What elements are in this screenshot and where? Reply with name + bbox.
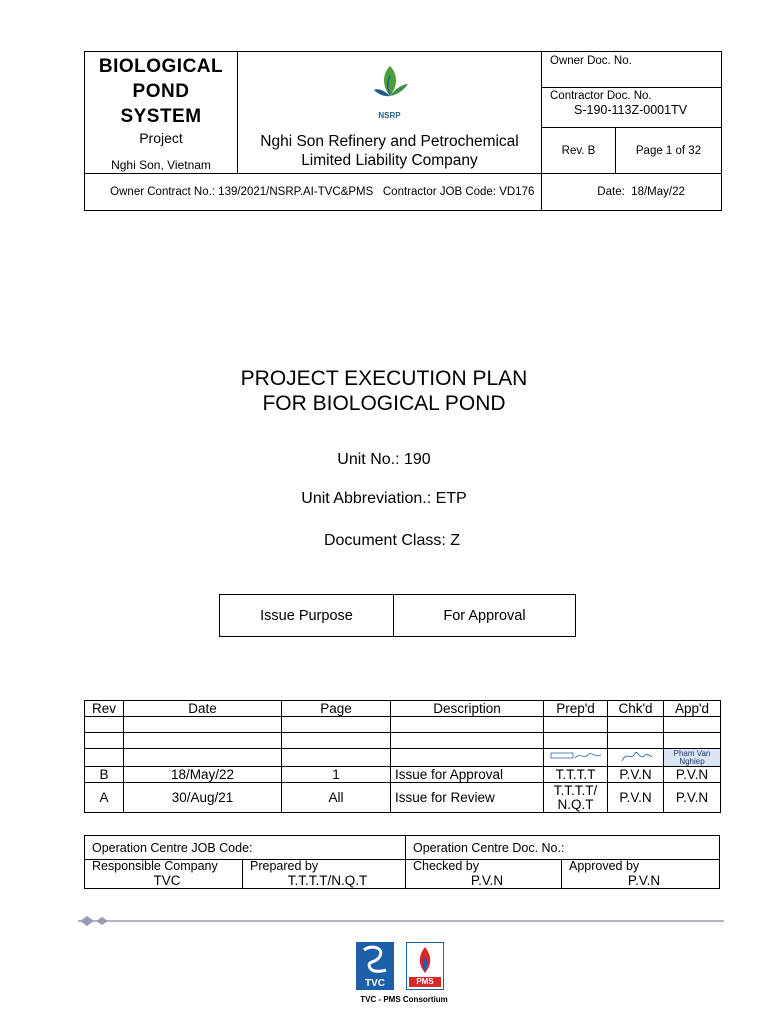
- page-cell: [616, 128, 722, 174]
- rev-label: Rev. B: [561, 144, 596, 157]
- diamond-icon: [80, 916, 94, 926]
- table-row: [85, 783, 721, 813]
- nsrp-leaf-icon: [370, 64, 410, 108]
- checked-cell: [406, 860, 562, 889]
- checked-label: Checked by: [413, 859, 480, 873]
- nsrp-logo: [238, 64, 541, 120]
- row-rev: B: [85, 767, 124, 783]
- chk-signature: [608, 749, 664, 767]
- company-cell: [238, 52, 542, 174]
- contractor-doc-no: S-190-113Z-0001TV: [574, 103, 688, 117]
- tvc-swoosh-icon: [356, 942, 394, 978]
- consortium-logos: [356, 942, 452, 1010]
- project-label: Project: [139, 129, 183, 146]
- revision-table: [84, 700, 721, 813]
- operation-table: [84, 835, 720, 889]
- table-row: [85, 717, 721, 733]
- company-line2: Limited Liability Company: [301, 152, 478, 169]
- company-line1: Nghi Son Refinery and Petrochemical: [260, 133, 519, 150]
- contract-line: Owner Contract No.: 139/2021/NSRP.AI-TVC&PMS Contractor JOB Code: VD176: [110, 186, 535, 198]
- header-table: [84, 51, 722, 211]
- approved-value: P.V.N: [627, 873, 661, 888]
- page-label: Page 1 of 32: [635, 144, 702, 157]
- prepared-label: Prepared by: [250, 859, 319, 873]
- table-row: [85, 767, 721, 783]
- issue-purpose-value: For Approval: [394, 595, 576, 637]
- row-description: Issue for Review: [391, 783, 544, 813]
- signature-image-icon: [548, 749, 604, 763]
- pms-logo-text: PMS: [409, 977, 441, 987]
- issue-purpose-label: Issue Purpose: [220, 595, 394, 637]
- project-title-line1: BIOLOGICAL: [98, 55, 224, 77]
- project-title-line3: SYSTEM: [120, 105, 202, 127]
- row-page: 1: [282, 767, 391, 783]
- chkd-header: Chk'd: [608, 701, 664, 717]
- approved-label: Approved by: [569, 859, 640, 873]
- signature-row: [85, 749, 721, 767]
- rev-header: Rev: [85, 701, 124, 717]
- title-line1: PROJECT EXECUTION PLAN: [240, 367, 528, 390]
- signature-scribble-icon: [619, 749, 653, 763]
- row-chkd: P.V.N: [608, 767, 664, 783]
- unit-abbreviation: Unit Abbreviation.: ETP: [301, 490, 467, 507]
- row-prepd: T.T.T.T: [544, 767, 608, 783]
- prepared-cell: [243, 860, 406, 889]
- description-header: Description: [391, 701, 544, 717]
- pms-flame-icon: [407, 943, 443, 977]
- diamond-icon: [96, 917, 108, 925]
- row-date: 30/Aug/21: [124, 783, 282, 813]
- row-chkd: P.V.N: [608, 783, 664, 813]
- row-page: All: [282, 783, 391, 813]
- approved-cell: [562, 860, 720, 889]
- owner-doc-cell: [542, 52, 722, 88]
- row-appd: P.V.N: [664, 767, 721, 783]
- page-header: Page: [282, 701, 391, 717]
- prepared-value: T.T.T.T/N.Q.T: [287, 873, 368, 888]
- contractor-doc-cell: [542, 88, 722, 128]
- op-job-code-label: Operation Centre JOB Code:: [92, 840, 253, 855]
- project-cell: [85, 52, 238, 174]
- table-row: [85, 733, 721, 749]
- op-job-code-cell: [85, 836, 406, 860]
- appd-header: App'd: [664, 701, 721, 717]
- op-doc-no-cell: [406, 836, 720, 860]
- pms-logo: [406, 942, 444, 990]
- unit-no: Unit No.: 190: [337, 451, 431, 468]
- prepd-header: Prep'd: [544, 701, 608, 717]
- row-description: Issue for Approval: [391, 767, 544, 783]
- footer-divider: [78, 916, 724, 926]
- responsible-cell: [85, 860, 243, 889]
- tvc-logo: [356, 942, 394, 990]
- contractor-doc-label: Contractor Doc. No.: [550, 90, 652, 102]
- issue-purpose-table: [219, 594, 576, 637]
- document-class: Document Class: Z: [323, 532, 461, 549]
- owner-doc-label: Owner Doc. No.: [550, 55, 632, 67]
- project-location: Nghi Son, Vietnam: [111, 157, 211, 172]
- contract-cell: [85, 174, 542, 211]
- checked-value: P.V.N: [470, 873, 504, 888]
- document-title: [0, 366, 768, 416]
- signature-name: Pham Van Nghiep: [673, 748, 711, 766]
- op-doc-no-label: Operation Centre Doc. No.:: [413, 840, 565, 855]
- date-header: Date: [124, 701, 282, 717]
- responsible-value: TVC: [153, 873, 181, 888]
- row-appd: P.V.N: [664, 783, 721, 813]
- responsible-label: Responsible Company: [92, 859, 218, 873]
- rev-cell: [542, 128, 616, 174]
- title-line2: FOR BIOLOGICAL POND: [262, 392, 506, 415]
- project-title-line2: POND: [132, 80, 190, 102]
- prep-signature: [544, 749, 608, 767]
- consortium-text: TVC - PMS Consortium: [360, 995, 448, 1004]
- tvc-logo-text: TVC: [365, 978, 385, 989]
- nsrp-logo-text: NSRP: [378, 111, 401, 120]
- row-rev: A: [85, 783, 124, 813]
- date-line: Date: 18/May/22: [597, 186, 685, 198]
- app-signature: [664, 749, 721, 767]
- row-prepd: T.T.T.T/ N.Q.T: [544, 783, 608, 813]
- row-date: 18/May/22: [124, 767, 282, 783]
- date-cell: [542, 174, 722, 211]
